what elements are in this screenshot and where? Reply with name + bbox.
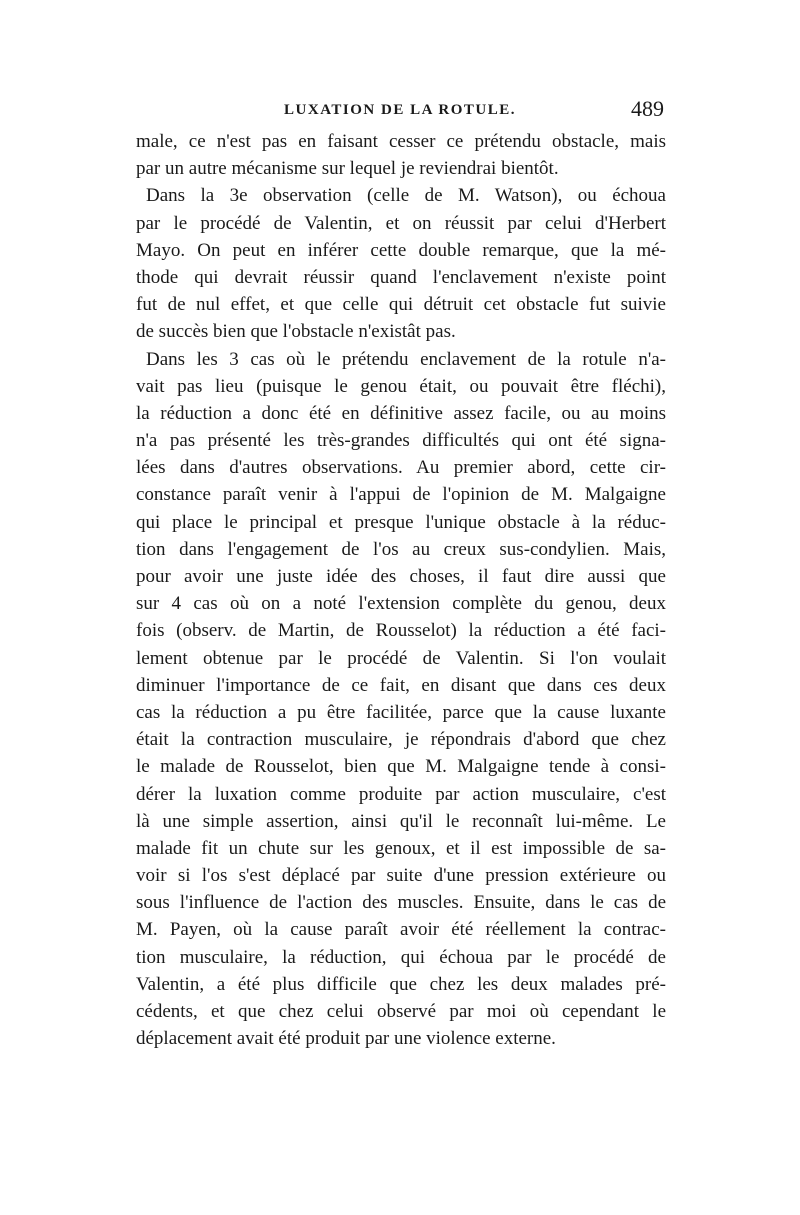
text-line: Dans la 3e observation (celle de M. Watson), ou échoua	[146, 185, 666, 207]
text-line: malade fit un chute sur les genoux, et il est impossible de sa-	[136, 837, 666, 859]
running-title: LUXATION DE LA ROTULE.	[284, 102, 516, 118]
text-line: sous l'influence de l'action des muscles. Ensuite, dans le cas de	[136, 892, 666, 914]
running-head	[136, 96, 664, 126]
text-line: Mayo. On peut en inférer cette double remarque, que la mé-	[136, 239, 666, 261]
text-line: Valentin, a été plus difficile que chez les deux malades pré-	[136, 973, 666, 995]
text-line: M. Payen, où la cause paraît avoir été réellement la contrac-	[136, 919, 666, 941]
text-line: fut de nul effet, et que celle qui détruit cet obstacle fut suivie	[136, 294, 666, 316]
text-line: pour avoir une juste idée des choses, il faut dire aussi que	[136, 566, 666, 587]
text-line: voir si l'os s'est déplacé par suite d'une pression extérieure ou	[136, 865, 666, 887]
text-line: cas la réduction a pu être facilitée, parce que la cause luxante	[136, 701, 666, 723]
text-line: tion musculaire, la réduction, qui échoua par le procédé de	[136, 946, 666, 968]
text-line: tion dans l'engagement de l'os au creux sus-condylien. Mais,	[136, 538, 666, 560]
text-line: lées dans d'autres observations. Au premier abord, cette cir-	[136, 457, 666, 479]
text-line: déplacement avait été produit par une violence externe.	[136, 1028, 556, 1050]
text-line: là une simple assertion, ainsi qu'il le reconnaît lui-même. Le	[136, 810, 666, 832]
text-line: diminuer l'importance de ce fait, en disant que dans ces deux	[136, 674, 666, 696]
text-line: Dans les 3 cas où le prétendu enclavement de la rotule n'a-	[146, 348, 666, 370]
text-line: fois (observ. de Martin, de Rousselot) la réduction a été faci-	[136, 620, 666, 642]
text-line: la réduction a donc été en définitive assez facile, ou au moins	[136, 402, 666, 424]
text-line: dérer la luxation comme produite par action musculaire, c'est	[136, 783, 666, 805]
text-line: le malade de Rousselot, bien que M. Malgaigne tende à consi-	[136, 756, 666, 778]
text-line: qui place le principal et presque l'unique obstacle à la réduc-	[136, 511, 666, 533]
text-line: thode qui devrait réussir quand l'enclavement n'existe point	[136, 266, 666, 288]
page-number: 489	[631, 96, 664, 121]
body-text	[136, 128, 666, 1052]
text-line: était la contraction musculaire, je répondrais d'abord que chez	[136, 729, 666, 751]
text-line: cédents, et que chez celui observé par moi où cependant le	[136, 1001, 666, 1022]
text-line: par le procédé de Valentin, et on réussit par celui d'Herbert	[136, 212, 666, 234]
text-line: de succès bien que l'obstacle n'existât pas.	[136, 321, 456, 343]
text-line: n'a pas présenté les très-grandes difficultés qui ont été signa-	[136, 430, 666, 452]
text-line: male, ce n'est pas en faisant cesser ce prétendu obstacle, mais	[136, 131, 666, 152]
text-line: par un autre mécanisme sur lequel je reviendrai bientôt.	[136, 158, 559, 180]
text-line: constance paraît venir à l'appui de l'opinion de M. Malgaigne	[136, 484, 666, 506]
text-line: sur 4 cas où on a noté l'extension complète du genou, deux	[136, 593, 666, 615]
text-line: vait pas lieu (puisque le genou était, ou pouvait être fléchi),	[136, 375, 666, 397]
text-line: lement obtenue par le procédé de Valentin. Si l'on voulait	[136, 647, 666, 669]
